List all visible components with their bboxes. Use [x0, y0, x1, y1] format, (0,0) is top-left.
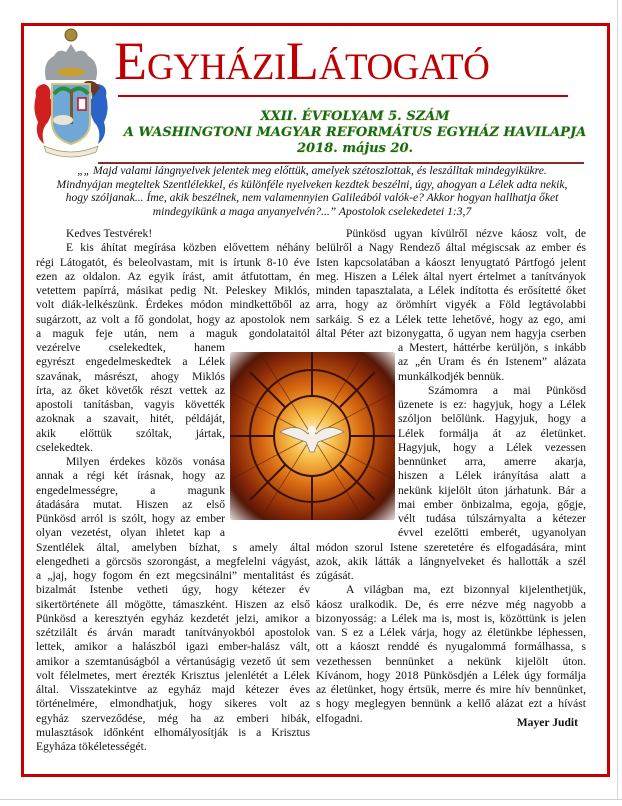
article-line: meg. Hiszen a Lélek által nyert értelmet a tanítványok: [316, 269, 586, 283]
article-line: annak a régi két írásnak, hogy az: [36, 469, 225, 483]
article-line: Szentlélek által, amelyben bízhat, s amely által: [36, 540, 310, 554]
article-line: amikor a szemtanúságból a vértanúságig vezető út sem: [36, 654, 310, 668]
church-crest-logo: [32, 26, 110, 160]
volume-number: XXII. ÉVFOLYAM 5. SZÁM: [260, 109, 450, 124]
holy-spirit-dove-image: [230, 352, 395, 520]
article-line: írta, az őket követők részt vettek az: [36, 383, 225, 397]
article-line: bizalmát Istenbe vetheti úgy, hogy kétezer év: [36, 583, 310, 597]
quote-line: mindegyikünk a maga anyanyelvén?...” Apostolok cselekedetei 1:3,7: [152, 204, 472, 218]
article-line: ott a káoszt renddé és nyugalommá formálhassa, s: [316, 640, 586, 654]
article-line: régi Látogatót, és beleolvastam, mit is írtunk 8-10 éve: [36, 255, 310, 269]
article-line: hiszen a Lélek irányítása alatt a: [398, 469, 586, 483]
article-line: Kívánom, hogy 2018 Pünkösdjén a Lélek úgy formálja: [316, 668, 586, 682]
article-line: Milyen érdekes közös vonása: [66, 455, 225, 468]
article-line: azok, akik látták a lángnyelveket és hallották a szél: [316, 554, 586, 568]
article-line: történelmére, elmondhatjuk, hogy sikeres volt az: [36, 697, 310, 711]
article-line: Kedves Testvérek!: [66, 227, 153, 240]
article-line: káosz uralkodik. De, és erre nézve még nagyobb a: [316, 597, 586, 611]
article-line: A világban ma, ezt bizonnyal kijelenthetjük,: [346, 583, 586, 597]
article-line: Számomra a mai Pünkösd: [428, 383, 586, 397]
article-line: zúgását.: [316, 569, 354, 582]
article-line: elfogadni.: [316, 711, 363, 725]
article-line: cselekedtek.: [36, 440, 93, 454]
article-line: vélt tudása túlszárnyalta a kétezer: [398, 512, 586, 525]
article-line: nekünk kijelölt úton járhatunk. Bár a: [398, 483, 586, 497]
article-line: vetettem papírrá, másikat pedig Nt. Peleskey Miklós,: [36, 284, 310, 297]
article-line: ezen az oldalon. Az egyik írást, amit átfutottam, én: [36, 269, 310, 283]
article-line: szóljon belőlünk. Hagyjuk, hogy a: [398, 412, 586, 426]
article-line: engedelmességre, a magunk: [36, 483, 225, 497]
article-line: Pünkösd a keresztyén egyház kezdetét jelzi, amikor a: [36, 611, 310, 625]
article-line: s hogy meglegyen bennünk a kellő alázat ezt a hívást: [316, 697, 586, 711]
article-line: egyrészt engedelmeskedtek a Lélek: [36, 355, 225, 369]
article-line: sugárzott, az volt a fő gondolat, hogy az apostolok nem: [36, 312, 310, 326]
article-line: bizonyosság: a Lélek ma is, most is, közöttünk is jelen: [316, 611, 586, 625]
article-line: olyan vezetést, olyan ihletet kap a: [36, 526, 225, 540]
publication-name: A WASHINGTONI MAGYAR REFORMÁTUS EGYHÁZ HAVILAPJA: [123, 125, 587, 140]
article-line: mai ember önbizalma, egoja, gőgje,: [398, 497, 586, 511]
article-line: van. S ez a Lélek várja, hogy az életünkbe léphessen,: [316, 626, 586, 639]
article-line: átadására mutat. Hiszen az első: [36, 497, 225, 511]
quote-line: Mindnyájan megteltek Szentlélekkel, és különféle nyelveken kezdtek beszélni, úgy, ahogyan a Lélek adta nekik,: [56, 177, 568, 191]
article-line: évvel ezelőtti emberét, ugyanolyan: [398, 526, 586, 540]
issue-subheader: [100, 109, 610, 157]
article-line: volt félelmetes, mert érezték Krisztus jelenlétét a Lélek: [36, 668, 310, 682]
article-line: a Mestert, háttérbe kerüljön, s inkább: [398, 341, 586, 354]
article-line: sikertörténete áll mögötte, támaszként. Hiszen az első: [36, 597, 310, 611]
scripture-quote: [38, 164, 586, 218]
page-bottom-edge: [0, 799, 622, 806]
author-signature: Mayer Judit: [516, 716, 578, 729]
quote-line: hogy szóljanak... Íme, akik beszélnek, nem valamennyien Galileából valók-e? Akkor hogyan hallhatja őket: [65, 191, 559, 205]
article-line: vezethessen bennünket a nekünk kijelölt úton.: [316, 654, 586, 668]
article-line: egyház szerveződése, még ha az emberi hibák,: [36, 711, 310, 725]
article-line: apostoli tanításban, vagyis követték: [36, 398, 225, 411]
article-line: Hagyjuk, hogy a Lélek vezessen: [398, 440, 586, 454]
article-line: E kis áhítat megírása közben elővettem néhány: [66, 241, 310, 255]
article-line: sarkáig. S ez a Lélek tette lehetővé, hogy az ego, ami: [316, 312, 586, 326]
article-line: akik előttük szóltak, jártak,: [36, 426, 225, 440]
article-line: lettek, amikor a halászból igazi ember-halász vált,: [36, 640, 310, 654]
title-underline: [118, 95, 568, 97]
title-word-latogato: ÁTOGATÓ: [318, 47, 490, 88]
article-line: Pünkösd ugyan kívülről nézve káosz volt, de: [346, 227, 586, 240]
article-line: munkálkodjék bennük.: [398, 369, 505, 383]
masthead-title: [114, 31, 574, 96]
article-line: vezérelve cselekedtek, hanem: [36, 341, 225, 354]
article-line: volt diák-lelkészünk. Érdekes módon mindkettőből az: [36, 298, 310, 312]
article-line: bennünket arra, amerre akarja,: [398, 455, 586, 468]
article-line: szétzilált és árván maradt tanítványokból apostolok: [36, 626, 310, 639]
article-line: mulasztások időnként elhomályosítják is a Krisztus: [36, 725, 310, 739]
issue-date: 2018. május 20.: [296, 141, 414, 156]
article-line: az „én Uram és én Istenem” alázata: [398, 355, 586, 369]
title-initial-l: L: [285, 31, 319, 91]
article-line: által. Visszatekintve az egyház majd kétezer éves: [36, 683, 310, 696]
article-line: módon szorul Istene szeretetére és elfogadására, mint: [316, 540, 586, 554]
quote-line: „„ Majd valami lángnyelvek jelentek meg előttük, amelyek szétoszlottak, és leszálltak mindegyikükre.: [77, 164, 547, 177]
article-line: elengedheti a görcsös szorongást, a megfelelni vágyást,: [36, 554, 310, 568]
article-line: azoknak a szavait, hitét, példáját,: [36, 412, 225, 426]
article-line: Isten kapcsolatában a káoszt lenyugtató Pártfogó jelent: [316, 255, 586, 269]
article-line: Lélek formálja át az életünket.: [398, 426, 586, 440]
article-line: szavának, másrészt, ahogy Miklós: [36, 369, 225, 383]
title-initial-e: E: [114, 31, 147, 91]
article-line: az életünket, hogy értsük, merre és mire hív bennünket,: [316, 683, 586, 696]
article-line: a „jaj, hogy fogom én ezt megcsinálni” mentalitást és: [36, 569, 310, 582]
page-right-edge: [617, 0, 622, 806]
article-line: által Péter azt bizonygatta, ő ugyan nem hagyja cserben: [316, 326, 586, 340]
article-line: Pünkösd arról is szólt, hogy az ember: [36, 512, 225, 525]
article-line: Egyháza tökéletességét.: [36, 740, 147, 753]
article-line: üzenete is ez: hagyjuk, hogy a Lélek: [398, 398, 586, 411]
article-line: arra, hogy az örömhírt vigyék a Föld legtávolabbi: [316, 298, 586, 312]
article-line: belülről a Nagy Rendező által mégiscsak az ember és: [316, 241, 586, 255]
title-word-egyhazi: GYHÁZI: [147, 47, 286, 88]
article-line: a maguk feje után, nem a maguk gondolataitól: [36, 326, 310, 340]
article-line: minden tapasztalata, a Lélek indította és erősítetté őket: [316, 284, 586, 297]
